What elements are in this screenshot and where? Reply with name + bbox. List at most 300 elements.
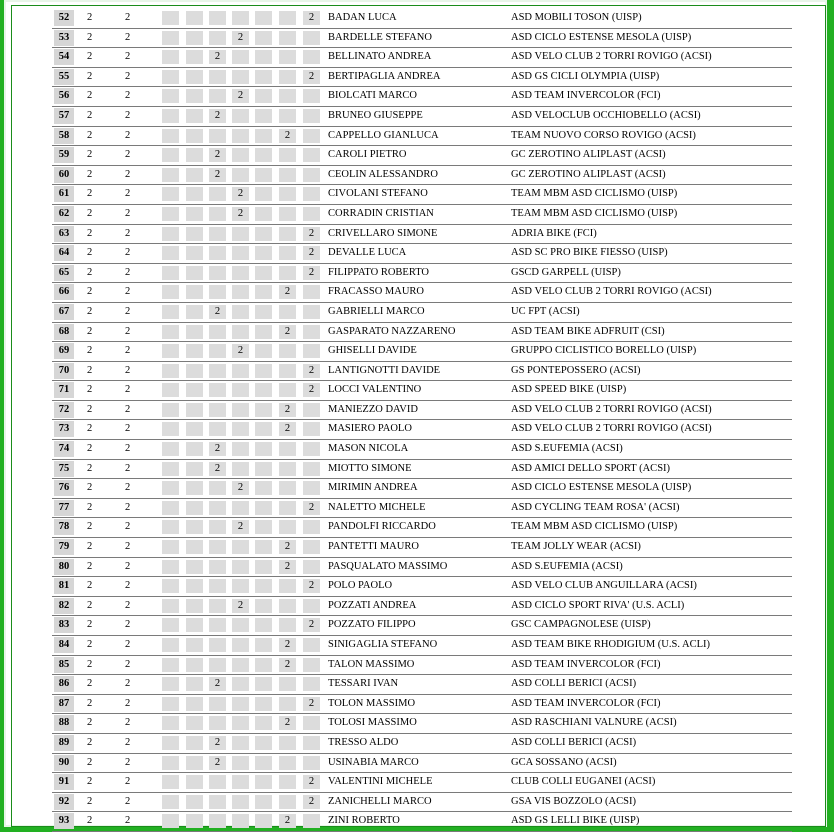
team-name: ASD MOBILI TOSON (UISP) <box>511 12 642 23</box>
category-cell-3 <box>232 658 249 672</box>
table-row <box>52 656 792 676</box>
category-cell-6 <box>303 716 320 730</box>
category-cell-2 <box>209 638 226 652</box>
athlete-name: CRIVELLARO SIMONE <box>328 227 438 239</box>
table-row <box>52 185 792 205</box>
category-cell-0 <box>162 11 179 25</box>
total-count-cell: 2 <box>125 168 131 180</box>
team-name: GC ZEROTINO ALIPLAST (ACSI) <box>511 149 666 161</box>
team-name: ASD RASCHIANI VALNURE (ACSI) <box>511 717 677 729</box>
table-row <box>52 597 792 617</box>
category-cell-4 <box>255 11 272 25</box>
category-cell-3 <box>232 403 249 417</box>
stage-count-cell: 2 <box>87 12 93 23</box>
category-cell-5: 2 <box>279 658 296 672</box>
stage-count-cell: 2 <box>87 70 93 82</box>
category-cell-4 <box>255 31 272 45</box>
team-name: CLUB COLLI EUGANEI (ACSI) <box>511 776 656 788</box>
total-count-cell: 2 <box>125 247 131 259</box>
category-cell-3 <box>232 109 249 123</box>
category-cell-4 <box>255 207 272 221</box>
category-cell-0 <box>162 736 179 750</box>
category-cell-6 <box>303 129 320 143</box>
total-count-cell: 2 <box>125 12 131 23</box>
category-cell-1 <box>186 775 203 789</box>
category-cell-5: 2 <box>279 285 296 299</box>
category-cell-1 <box>186 11 203 25</box>
stage-count-cell: 2 <box>87 325 93 337</box>
stage-count-cell: 2 <box>87 423 93 435</box>
total-count-cell: 2 <box>125 443 131 455</box>
athlete-name: MIOTTO SIMONE <box>328 462 412 474</box>
category-cell-5 <box>279 70 296 84</box>
category-cell-6: 2 <box>303 579 320 593</box>
category-cell-2 <box>209 618 226 632</box>
category-cell-5 <box>279 11 296 25</box>
category-cell-6: 2 <box>303 383 320 397</box>
total-count-cell: 2 <box>125 325 131 337</box>
category-cell-3 <box>232 11 249 25</box>
category-cell-2 <box>209 187 226 201</box>
position-cell: 56 <box>54 88 74 104</box>
category-cell-2: 2 <box>209 462 226 476</box>
category-cell-1 <box>186 266 203 280</box>
category-cell-4 <box>255 227 272 241</box>
category-cell-0 <box>162 207 179 221</box>
table-row <box>52 812 792 832</box>
category-cell-2 <box>209 501 226 515</box>
position-cell: 65 <box>54 265 74 281</box>
category-cell-1 <box>186 481 203 495</box>
total-count-cell: 2 <box>125 266 131 278</box>
total-count-cell: 2 <box>125 90 131 102</box>
category-cell-6 <box>303 50 320 64</box>
category-cell-4 <box>255 697 272 711</box>
total-count-cell: 2 <box>125 462 131 474</box>
team-name: ASD CYCLING TEAM ROSA' (ACSI) <box>511 501 680 513</box>
team-name: TEAM JOLLY WEAR (ACSI) <box>511 541 641 553</box>
category-cell-2: 2 <box>209 756 226 770</box>
category-cell-3 <box>232 70 249 84</box>
position-cell: 80 <box>54 559 74 575</box>
category-cell-2 <box>209 31 226 45</box>
category-cell-0 <box>162 31 179 45</box>
category-cell-1 <box>186 168 203 182</box>
stage-count-cell: 2 <box>87 305 93 317</box>
position-cell: 55 <box>54 69 74 85</box>
category-cell-3: 2 <box>232 599 249 613</box>
team-name: UC FPT (ACSI) <box>511 305 580 317</box>
category-cell-0 <box>162 50 179 64</box>
category-cell-0 <box>162 756 179 770</box>
total-count-cell: 2 <box>125 697 131 709</box>
table-row <box>52 577 792 597</box>
team-name: ASD VELO CLUB ANGUILLARA (ACSI) <box>511 580 697 592</box>
category-cell-5: 2 <box>279 560 296 574</box>
category-cell-1 <box>186 325 203 339</box>
total-count-cell: 2 <box>125 423 131 435</box>
category-cell-6 <box>303 560 320 574</box>
category-cell-0 <box>162 618 179 632</box>
category-cell-6 <box>303 89 320 103</box>
table-row <box>52 205 792 225</box>
athlete-name: LOCCI VALENTINO <box>328 384 422 396</box>
category-cell-3 <box>232 383 249 397</box>
category-cell-6 <box>303 31 320 45</box>
category-cell-2: 2 <box>209 148 226 162</box>
category-cell-6 <box>303 677 320 691</box>
category-cell-4 <box>255 756 272 770</box>
category-cell-2 <box>209 658 226 672</box>
position-cell: 89 <box>54 735 74 751</box>
category-cell-6 <box>303 756 320 770</box>
team-name: GC ZEROTINO ALIPLAST (ACSI) <box>511 168 666 180</box>
stage-count-cell: 2 <box>87 247 93 259</box>
athlete-name: BELLINATO ANDREA <box>328 51 432 63</box>
category-cell-6 <box>303 599 320 613</box>
table-row <box>52 675 792 695</box>
category-cell-3 <box>232 697 249 711</box>
category-cell-1 <box>186 677 203 691</box>
position-cell: 54 <box>54 49 74 65</box>
athlete-name: CIVOLANI STEFANO <box>328 188 428 200</box>
table-row <box>52 107 792 127</box>
table-row <box>52 695 792 715</box>
category-cell-1 <box>186 109 203 123</box>
stage-count-cell: 2 <box>87 286 93 298</box>
team-name: ASD VELO CLUB 2 TORRI ROVIGO (ACSI) <box>511 51 712 63</box>
table-row <box>52 734 792 754</box>
category-cell-4 <box>255 677 272 691</box>
stage-count-cell: 2 <box>87 795 93 807</box>
category-cell-0 <box>162 89 179 103</box>
athlete-name: DEVALLE LUCA <box>328 247 407 259</box>
total-count-cell: 2 <box>125 639 131 650</box>
category-cell-2 <box>209 207 226 221</box>
category-cell-1 <box>186 422 203 436</box>
category-cell-0 <box>162 325 179 339</box>
category-cell-3: 2 <box>232 187 249 201</box>
stage-count-cell: 2 <box>87 31 93 43</box>
category-cell-1 <box>186 344 203 358</box>
category-cell-6 <box>303 344 320 358</box>
category-cell-2: 2 <box>209 50 226 64</box>
category-cell-0 <box>162 344 179 358</box>
table-row <box>52 558 792 578</box>
category-cell-1 <box>186 50 203 64</box>
stage-count-cell: 2 <box>87 776 93 788</box>
ranking-table <box>52 9 792 832</box>
category-cell-0 <box>162 305 179 319</box>
category-cell-4 <box>255 325 272 339</box>
team-name: GSCD GARPELL (UISP) <box>511 266 621 278</box>
athlete-name: SINIGAGLIA STEFANO <box>328 639 438 650</box>
athlete-name: TALON MASSIMO <box>328 658 415 670</box>
category-cell-2 <box>209 285 226 299</box>
category-cell-5 <box>279 775 296 789</box>
total-count-cell: 2 <box>125 776 131 788</box>
team-name: ASD S.EUFEMIA (ACSI) <box>511 560 623 572</box>
category-cell-0 <box>162 442 179 456</box>
team-name: ASD VELO CLUB 2 TORRI ROVIGO (ACSI) <box>511 403 712 415</box>
category-cell-4 <box>255 344 272 358</box>
category-cell-6 <box>303 403 320 417</box>
position-cell: 64 <box>54 245 74 261</box>
category-cell-2 <box>209 344 226 358</box>
category-cell-5: 2 <box>279 638 296 652</box>
stage-count-cell: 2 <box>87 580 93 592</box>
category-cell-4 <box>255 422 272 436</box>
total-count-cell: 2 <box>125 364 131 376</box>
total-count-cell: 2 <box>125 599 131 611</box>
team-name: ASD TEAM INVERCOLOR (FCI) <box>511 697 661 709</box>
table-row <box>52 29 792 49</box>
category-cell-4 <box>255 560 272 574</box>
category-cell-1 <box>186 227 203 241</box>
category-cell-2 <box>209 599 226 613</box>
category-cell-3 <box>232 168 249 182</box>
stage-count-cell: 2 <box>87 188 93 200</box>
category-cell-5 <box>279 168 296 182</box>
category-cell-1 <box>186 814 203 828</box>
team-name: ASD CICLO ESTENSE MESOLA (UISP) <box>511 31 692 43</box>
position-cell: 76 <box>54 480 74 496</box>
total-count-cell: 2 <box>125 560 131 572</box>
category-cell-5: 2 <box>279 540 296 554</box>
category-cell-2 <box>209 814 226 828</box>
team-name: ASD S.EUFEMIA (ACSI) <box>511 443 623 455</box>
category-cell-4 <box>255 520 272 534</box>
category-cell-1 <box>186 207 203 221</box>
category-cell-5 <box>279 383 296 397</box>
category-cell-5: 2 <box>279 325 296 339</box>
stage-count-cell: 2 <box>87 403 93 415</box>
team-name: ASD VELOCLUB OCCHIOBELLO (ACSI) <box>511 109 701 121</box>
stage-count-cell: 2 <box>87 501 93 513</box>
category-cell-2 <box>209 70 226 84</box>
team-name: ASD SPEED BIKE (UISP) <box>511 384 627 396</box>
total-count-cell: 2 <box>125 305 131 317</box>
total-count-cell: 2 <box>125 188 131 200</box>
team-name: ASD CICLO ESTENSE MESOLA (UISP) <box>511 482 692 494</box>
category-cell-4 <box>255 638 272 652</box>
category-cell-4 <box>255 795 272 809</box>
category-cell-4 <box>255 618 272 632</box>
category-cell-3 <box>232 677 249 691</box>
position-cell: 92 <box>54 794 74 810</box>
total-count-cell: 2 <box>125 403 131 415</box>
category-cell-6 <box>303 442 320 456</box>
category-cell-6 <box>303 207 320 221</box>
category-cell-0 <box>162 383 179 397</box>
category-cell-6: 2 <box>303 697 320 711</box>
category-cell-0 <box>162 227 179 241</box>
category-cell-3 <box>232 579 249 593</box>
team-name: ASD COLLI BERICI (ACSI) <box>511 736 637 748</box>
athlete-name: USINABIA MARCO <box>328 756 419 768</box>
category-cell-1 <box>186 246 203 260</box>
team-name: ASD VELO CLUB 2 TORRI ROVIGO (ACSI) <box>511 423 712 435</box>
category-cell-3 <box>232 638 249 652</box>
athlete-name: BADAN LUCA <box>328 12 397 23</box>
category-cell-1 <box>186 540 203 554</box>
table-row <box>52 420 792 440</box>
athlete-name: GASPARATO NAZZARENO <box>328 325 456 337</box>
team-name: ASD SC PRO BIKE FIESSO (UISP) <box>511 247 668 259</box>
category-cell-3: 2 <box>232 344 249 358</box>
category-cell-1 <box>186 697 203 711</box>
position-cell: 70 <box>54 363 74 379</box>
category-cell-4 <box>255 187 272 201</box>
position-cell: 53 <box>54 30 74 46</box>
category-cell-1 <box>186 501 203 515</box>
category-cell-4 <box>255 168 272 182</box>
category-cell-3 <box>232 227 249 241</box>
category-cell-2 <box>209 560 226 574</box>
athlete-name: ZANICHELLI MARCO <box>328 795 432 807</box>
category-cell-0 <box>162 658 179 672</box>
category-cell-4 <box>255 814 272 828</box>
total-count-cell: 2 <box>125 149 131 161</box>
category-cell-4 <box>255 109 272 123</box>
stage-count-cell: 2 <box>87 756 93 768</box>
table-row <box>52 264 792 284</box>
category-cell-3 <box>232 795 249 809</box>
position-cell: 67 <box>54 304 74 320</box>
category-cell-3 <box>232 442 249 456</box>
athlete-name: BIOLCATI MARCO <box>328 90 417 102</box>
category-cell-6 <box>303 305 320 319</box>
category-cell-1 <box>186 187 203 201</box>
category-cell-2: 2 <box>209 677 226 691</box>
position-cell: 77 <box>54 500 74 516</box>
category-cell-2 <box>209 579 226 593</box>
category-cell-6 <box>303 481 320 495</box>
category-cell-5 <box>279 305 296 319</box>
team-name: ADRIA BIKE (FCI) <box>511 227 597 239</box>
total-count-cell: 2 <box>125 482 131 494</box>
category-cell-3 <box>232 560 249 574</box>
category-cell-0 <box>162 422 179 436</box>
table-row <box>52 9 792 29</box>
table-row <box>52 636 792 656</box>
team-name: ASD AMICI DELLO SPORT (ACSI) <box>511 462 671 474</box>
stage-count-cell: 2 <box>87 207 93 219</box>
table-row <box>52 754 792 774</box>
category-cell-1 <box>186 383 203 397</box>
category-cell-0 <box>162 520 179 534</box>
category-cell-3 <box>232 540 249 554</box>
stage-count-cell: 2 <box>87 521 93 533</box>
team-name: TEAM MBM ASD CICLISMO (UISP) <box>511 521 678 533</box>
category-cell-1 <box>186 129 203 143</box>
category-cell-0 <box>162 129 179 143</box>
category-cell-4 <box>255 501 272 515</box>
position-cell: 71 <box>54 382 74 398</box>
position-cell: 59 <box>54 147 74 163</box>
table-row <box>52 303 792 323</box>
category-cell-2 <box>209 716 226 730</box>
category-cell-0 <box>162 246 179 260</box>
table-row <box>52 127 792 147</box>
position-cell: 84 <box>54 637 74 653</box>
stage-count-cell: 2 <box>87 266 93 278</box>
table-row <box>52 538 792 558</box>
category-cell-1 <box>186 638 203 652</box>
team-name: GCA SOSSANO (ACSI) <box>511 756 617 768</box>
team-name: ASD TEAM INVERCOLOR (FCI) <box>511 658 661 670</box>
total-count-cell: 2 <box>125 678 131 690</box>
category-cell-1 <box>186 31 203 45</box>
position-cell: 88 <box>54 715 74 731</box>
category-cell-5 <box>279 736 296 750</box>
category-cell-2 <box>209 129 226 143</box>
table-row <box>52 714 792 734</box>
total-count-cell: 2 <box>125 109 131 121</box>
stage-count-cell: 2 <box>87 678 93 690</box>
category-cell-3 <box>232 266 249 280</box>
category-cell-6: 2 <box>303 364 320 378</box>
category-cell-3 <box>232 462 249 476</box>
position-cell: 52 <box>54 10 74 26</box>
total-count-cell: 2 <box>125 501 131 513</box>
athlete-name: POLO PAOLO <box>328 580 393 592</box>
category-cell-6 <box>303 638 320 652</box>
category-cell-4 <box>255 148 272 162</box>
stage-count-cell: 2 <box>87 384 93 396</box>
category-cell-3 <box>232 129 249 143</box>
table-row <box>52 362 792 382</box>
table-row <box>52 146 792 166</box>
table-row <box>52 68 792 88</box>
category-cell-5 <box>279 618 296 632</box>
category-cell-6 <box>303 736 320 750</box>
athlete-name: MASIERO PAOLO <box>328 423 412 435</box>
athlete-name: MANIEZZO DAVID <box>328 403 418 415</box>
position-cell: 79 <box>54 539 74 555</box>
category-cell-2: 2 <box>209 168 226 182</box>
category-cell-0 <box>162 540 179 554</box>
total-count-cell: 2 <box>125 795 131 807</box>
category-cell-1 <box>186 599 203 613</box>
category-cell-3: 2 <box>232 481 249 495</box>
stage-count-cell: 2 <box>87 129 93 141</box>
category-cell-3 <box>232 716 249 730</box>
category-cell-0 <box>162 168 179 182</box>
athlete-name: PANDOLFI RICCARDO <box>328 521 436 533</box>
athlete-name: TOLON MASSIMO <box>328 697 416 709</box>
category-cell-2 <box>209 775 226 789</box>
category-cell-6 <box>303 285 320 299</box>
category-cell-1 <box>186 716 203 730</box>
page-frame <box>4 0 827 827</box>
team-name: ASD TEAM BIKE RHODIGIUM (U.S. ACLI) <box>511 639 711 650</box>
category-cell-0 <box>162 697 179 711</box>
athlete-name: PASQUALATO MASSIMO <box>328 560 448 572</box>
category-cell-0 <box>162 187 179 201</box>
category-cell-1 <box>186 305 203 319</box>
category-cell-3 <box>232 422 249 436</box>
category-cell-3 <box>232 246 249 260</box>
category-cell-1 <box>186 285 203 299</box>
category-cell-0 <box>162 716 179 730</box>
team-name: GRUPPO CICLISTICO BORELLO (UISP) <box>511 345 697 357</box>
category-cell-2: 2 <box>209 305 226 319</box>
total-count-cell: 2 <box>125 129 131 141</box>
category-cell-6: 2 <box>303 246 320 260</box>
category-cell-4 <box>255 775 272 789</box>
category-cell-1 <box>186 736 203 750</box>
